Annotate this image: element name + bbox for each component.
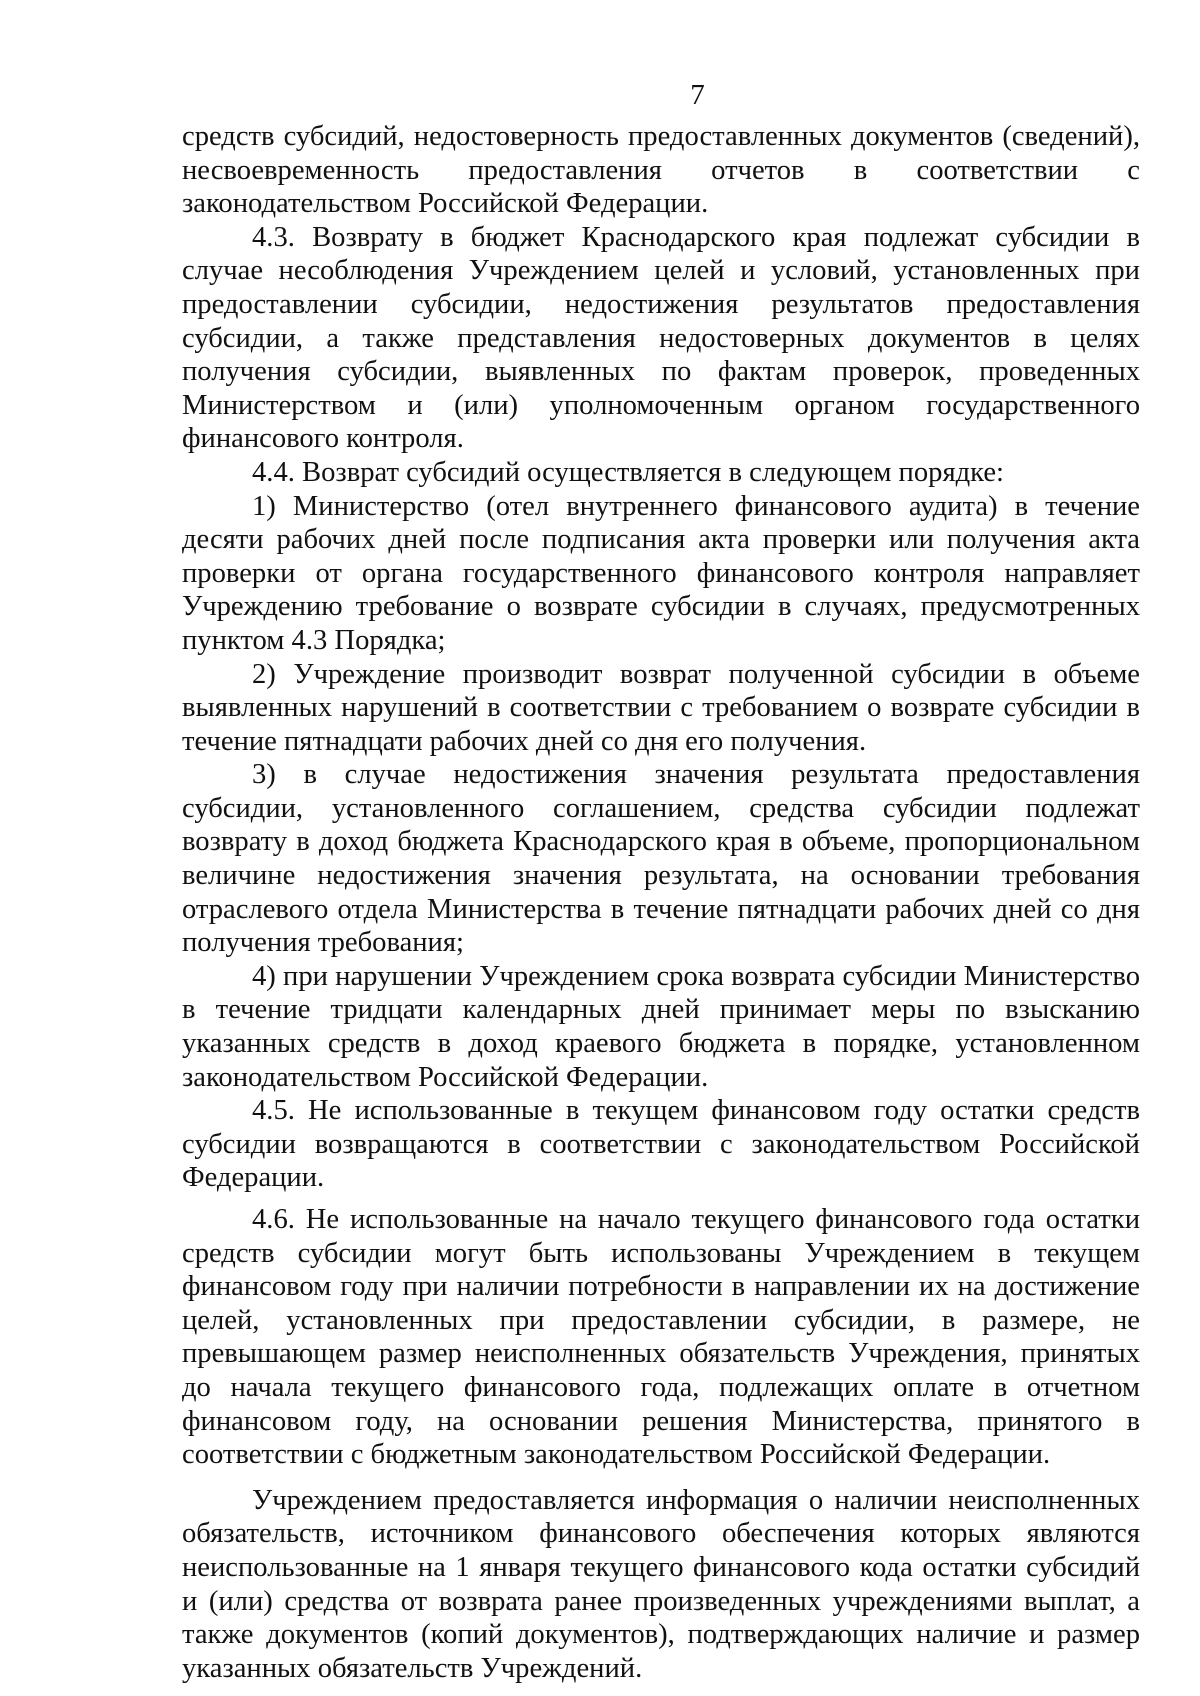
paragraph-4-4-item-3: 3) в случае недостижения значения результата предоставления субсидии, установленного соглашением, средства субсидии подлежат возврату в доход бюджета Краснодарского края в объеме, пропорциональном величине недостижения значения результата, на основании требования отраслевого отдела Министерства в течение пятнадцати рабочих дней со дня получения требования; <box>182 759 1140 959</box>
paragraph-4-3: 4.3. Возврату в бюджет Краснодарского края подлежат субсидии в случае несоблюдения Учреждением целей и условий, установленных при предоставлении субсидии, недостижения результатов предоставления субсидии, а также представления недостоверных документов в целях получения субсидии, выявленных по фактам проверок, проведенных Министерством и (или) уполномоченным органом государственного финансового контроля. <box>182 221 1140 455</box>
paragraph-4-4: 4.4. Возврат субсидий осуществляется в следующем порядке: <box>252 456 1004 488</box>
paragraph-4-4-item-1: 1) Министерство (отел внутреннего финансового аудита) в течение десяти рабочих дней после подписания акта проверки или получения акта проверки от органа государственного финансового контроля направляет Учреждению требование о возврате субсидии в случаях, предусмотренных пунктом 4.3 Порядка; <box>182 490 1140 656</box>
document-body <box>182 120 1140 1685</box>
paragraph-continuation: средств субсидий, недостоверность предоставленных документов (сведений), несвоевременность предоставления отчетов в соответствии с законодательством Российской Федерации. <box>182 121 1140 220</box>
paragraph-4-4-item-2: 2) Учреждение производит возврат полученной субсидии в объеме выявленных нарушений в соответствии с требованием о возврате субсидии в течение пятнадцати рабочих дней со дня его получения. <box>182 658 1140 757</box>
page-number: 7 <box>690 79 705 111</box>
paragraph-4-4-item-4: 4) при нарушении Учреждением срока возврата субсидии Министерство в течение тридцати календарных дней принимает меры по взысканию указанных средств в доход краевого бюджета в порядке, установленном законодательством Российской Федерации. <box>182 960 1140 1093</box>
paragraph-4-5: 4.5. Не использованные в текущем финансовом году остатки средств субсидии возвращаются в соответствии с законодательством Российской Федерации. <box>182 1095 1140 1194</box>
paragraph-information: Учреждением предоставляется информация о наличии неисполненных обязательств, источником финансового обеспечения которых являются неиспользованные на 1 января текущего финансового кода остатки субсидий и (или) средства от возврата ранее произведенных учреждениями выплат, а также документов (копий документов), подтверждающих наличие и размер указанных обязательств Учреждений. <box>182 1484 1140 1684</box>
paragraph-4-6: 4.6. Не использованные на начало текущего финансового года остатки средств субсидии могут быть использованы Учреждением в текущем финансовом году при наличии потребности в направлении их на достижение целей, установленных при предоставлении субсидии, в размере, не превышающем размер неисполненных обязательств Учреждения, принятых до начала текущего финансового года, подлежащих оплате в отчетном финансовом году, на основании решения Министерства, принятого в соответствии с бюджетным законодательством Российской Федерации. <box>182 1204 1140 1471</box>
